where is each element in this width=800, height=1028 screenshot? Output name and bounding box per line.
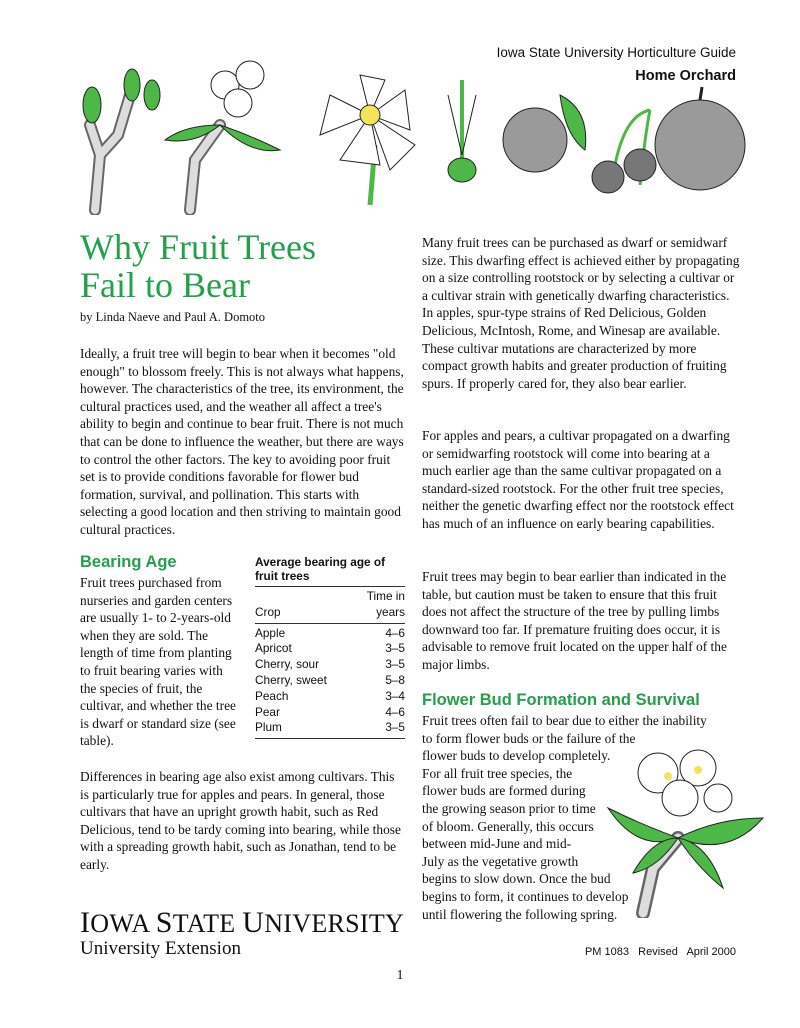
crop-name: Apricot xyxy=(255,641,292,656)
text-line: begins to form, it continues to develop xyxy=(422,888,629,904)
crop-years: 5–8 xyxy=(385,672,405,687)
wordmark-initial: U xyxy=(242,906,265,939)
table-row xyxy=(255,641,405,657)
text-line: the growing season prior to time xyxy=(422,800,596,816)
text-line: until flowering the following spring. xyxy=(422,906,618,922)
text-line: flower buds to develop completely. xyxy=(422,748,611,764)
table-row xyxy=(255,689,405,705)
crop-name: Cherry, sweet xyxy=(255,672,327,687)
wordmark-text: OWA xyxy=(90,909,156,938)
text-line: begins to slow down. Once the bud xyxy=(422,871,611,887)
wordmark-initial: S xyxy=(155,906,173,939)
bearing-age-table xyxy=(255,555,405,741)
crop-years: 4–6 xyxy=(385,704,405,719)
fruit-development-illustration xyxy=(70,55,750,215)
crop-years: 3–5 xyxy=(385,657,405,672)
text-line: July as the vegetative growth xyxy=(422,853,579,869)
cultivar-differences-paragraph: Differences in bearing age also exist among cultivars. This is particularly true for apples and pears. In general, those cultivars that have an upright growth habit, such as Red Delicious, tend to be tardy coming into bearing, while those with a spreading growth habit, such as Jonathan, tend to be early. xyxy=(80,769,401,872)
flower-bud-heading: Flower Bud Formation and Survival xyxy=(422,691,700,709)
col-crop: Crop xyxy=(255,604,281,619)
rootstock-paragraph: For apples and pears, a cultivar propagated on a dwarfing or semidwarfing rootstock will come into bearing at a much earlier age than the same cultivar propagated on a standard-sized rootstock. For the other fruit tree species, neither the genetic dwarfing effect nor the rootstock effect has much of an influence on early bearing capabilities. xyxy=(422,428,734,531)
text-line: flower buds are formed during xyxy=(422,783,586,799)
byline: by Linda Naeve and Paul A. Domoto xyxy=(80,310,266,324)
table-rule xyxy=(255,586,405,587)
guide-series: Iowa State University Horticulture Guide xyxy=(496,45,736,60)
title-line-1: Why Fruit Trees xyxy=(80,227,317,267)
page-number: 1 xyxy=(396,968,404,983)
text-line: to form flower buds or the failure of the xyxy=(422,730,636,746)
wordmark-text: TATE xyxy=(172,909,243,938)
crop-years: 3–4 xyxy=(385,688,405,703)
extension-label: University Extension xyxy=(80,938,241,959)
bearing-age-paragraph: Fruit trees purchased from nurseries and garden centers are usually 1- to 2-years-old when they are sold. The length of time from planting to fruit bearing varies with the species of fruit, the cultivar, and whether the tree is dwarf or standard size (see table). xyxy=(80,575,236,749)
text-line: between mid-June and mid- xyxy=(422,836,572,852)
guide-topic: Home Orchard xyxy=(635,68,736,84)
premature-fruiting-paragraph: Fruit trees may begin to bear earlier than indicated in the table, but caution must be taken to ensure that this fruit does not affect the structure of the tree by pulling limbs downward too far. If premature fruiting does occur, it is advisable to remove fruit located on the upper half of the major limbs. xyxy=(422,569,727,672)
title-line-2: Fail to Bear xyxy=(80,265,250,305)
bearing-age-heading: Bearing Age xyxy=(80,553,177,571)
crop-years: 3–5 xyxy=(385,720,405,735)
dwarf-trees-paragraph: Many fruit trees can be purchased as dwarf or semidwarf size. This dwarfing effect is achieved either by propagating on a size controlling rootstock or by selecting a cultivar or a cultivar strain with genetically dwarfing characteristics. In apples, spur-type strains of Red Delicious, Golden Delicious, McIntosh, Rome, and Winesap are available. These cultivar mutations are characterized by more compact growth habits and greater production of fruiting spurs. If properly cared for, they also bear earlier. xyxy=(422,235,740,391)
wordmark-initial: I xyxy=(80,906,91,939)
table-row xyxy=(255,626,405,642)
table-row xyxy=(255,705,405,721)
text-line: For all fruit tree species, the xyxy=(422,765,573,781)
crop-name: Pear xyxy=(255,704,280,719)
table-rule xyxy=(255,738,405,739)
page-title xyxy=(80,228,410,304)
intro-paragraph: Ideally, a fruit tree will begin to bear when it becomes "old enough" to blossom freely. This is not always what happens, however. The characteristics of the tree, its environment, the cultural practices used, and the weather all affect a tree's ability to begin and continue to bear fruit. There is not much that can be done to influence the weather, but there are ways to control the other factors. The key to avoiding poor fruit set is to provide conditions favorable for flower bud formation, survival, and pollination. This starts with selecting a good location and then striving to maintain good cultural practices. xyxy=(80,346,404,537)
table-header-row xyxy=(255,589,405,621)
crop-name: Apple xyxy=(255,625,286,640)
table-row xyxy=(255,720,405,736)
crop-name: Cherry, sour xyxy=(255,657,320,672)
publication-info: PM 1083 Revised April 2000 xyxy=(584,946,736,958)
table-body xyxy=(255,626,405,737)
wordmark-text: NIVERSITY xyxy=(264,909,405,938)
table-row xyxy=(255,673,405,689)
table-caption: Average bearing age of fruit trees xyxy=(255,555,386,583)
crop-years: 3–5 xyxy=(385,641,405,656)
text-line: of bloom. Generally, this occurs xyxy=(422,818,594,834)
table-row xyxy=(255,657,405,673)
crop-name: Plum xyxy=(255,720,282,735)
col-time: Time in years xyxy=(366,589,405,619)
university-wordmark xyxy=(80,906,404,940)
crop-years: 4–6 xyxy=(385,625,405,640)
apple-blossom-icon xyxy=(598,738,770,918)
text-line: Fruit trees often fail to bear due to either the inability xyxy=(422,713,707,728)
crop-name: Peach xyxy=(255,688,289,703)
table-rule xyxy=(255,623,405,624)
